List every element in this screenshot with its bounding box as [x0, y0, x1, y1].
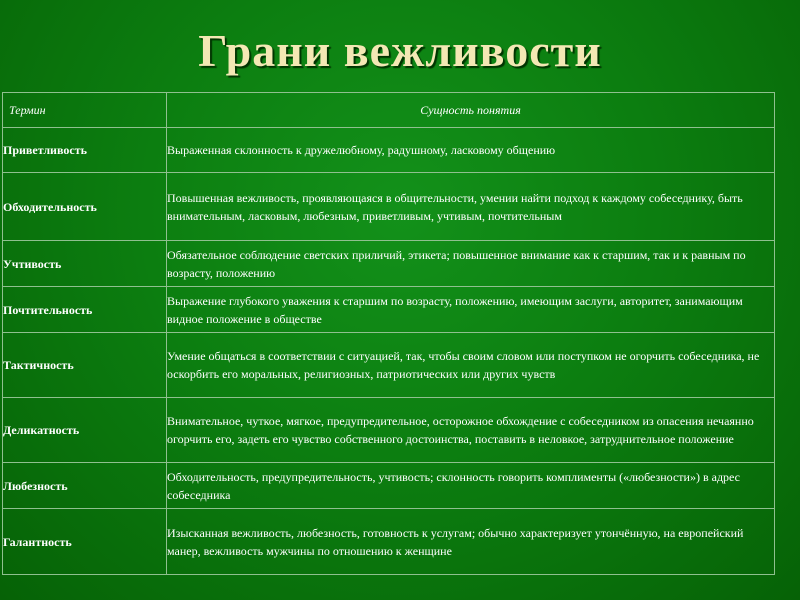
table-row: [3, 463, 775, 509]
term-cell: Учтивость: [3, 241, 167, 287]
table-header-row: [3, 93, 775, 128]
term-cell: Тактичность: [3, 333, 167, 398]
definition-cell: Повышенная вежливость, проявляющаяся в общительности, умении найти подход к каждому собеседнику, быть внимательным, ласковым, любезным, приветливым, учтивым, почтительным: [167, 173, 775, 241]
term-cell: Почтительность: [3, 287, 167, 333]
term-cell: Галантность: [3, 509, 167, 575]
table-row: [3, 509, 775, 575]
table-row: [3, 173, 775, 241]
definition-cell: Обязательное соблюдение светских приличий, этикета; повышенное внимание как к старшим, так и к равным по возрасту, положению: [167, 241, 775, 287]
header-term: Термин: [3, 93, 167, 128]
definition-cell: Выражение глубокого уважения к старшим по возрасту, положению, имеющим заслуги, авторитет, занимающим видное положение в обществе: [167, 287, 775, 333]
table-row: [3, 241, 775, 287]
slide-title: Грани вежливости: [198, 25, 602, 76]
term-cell: Приветливость: [3, 128, 167, 173]
table-row: [3, 128, 775, 173]
term-cell: Деликатность: [3, 398, 167, 463]
table-row: [3, 398, 775, 463]
header-definition: Сущность понятия: [167, 93, 775, 128]
definition-cell: Умение общаться в соответствии с ситуацией, так, чтобы своим словом или поступком не огорчить собеседника, не оскорбить его моральных, религиозных, патриотических или других чувств: [167, 333, 775, 398]
definition-cell: Выраженная склонность к дружелюбному, радушному, ласковому общению: [167, 128, 775, 173]
term-cell: Обходительность: [3, 173, 167, 241]
term-cell: Любезность: [3, 463, 167, 509]
politeness-facets-table: [2, 92, 775, 575]
definition-cell: Изысканная вежливость, любезность, готовность к услугам; обычно характеризует утончённую, на европейский манер, вежливость мужчины по отношению к женщине: [167, 509, 775, 575]
table-row: [3, 287, 775, 333]
definition-cell: Внимательное, чуткое, мягкое, предупредительное, осторожное обхождение с собеседником из опасения нечаянно огорчить его, задеть его чувство собственного достоинства, поставить в неловкое, затруднительное положение: [167, 398, 775, 463]
definition-cell: Обходительность, предупредительность, учтивость; склонность говорить комплименты («любезности») в адрес собеседника: [167, 463, 775, 509]
table-row: [3, 333, 775, 398]
